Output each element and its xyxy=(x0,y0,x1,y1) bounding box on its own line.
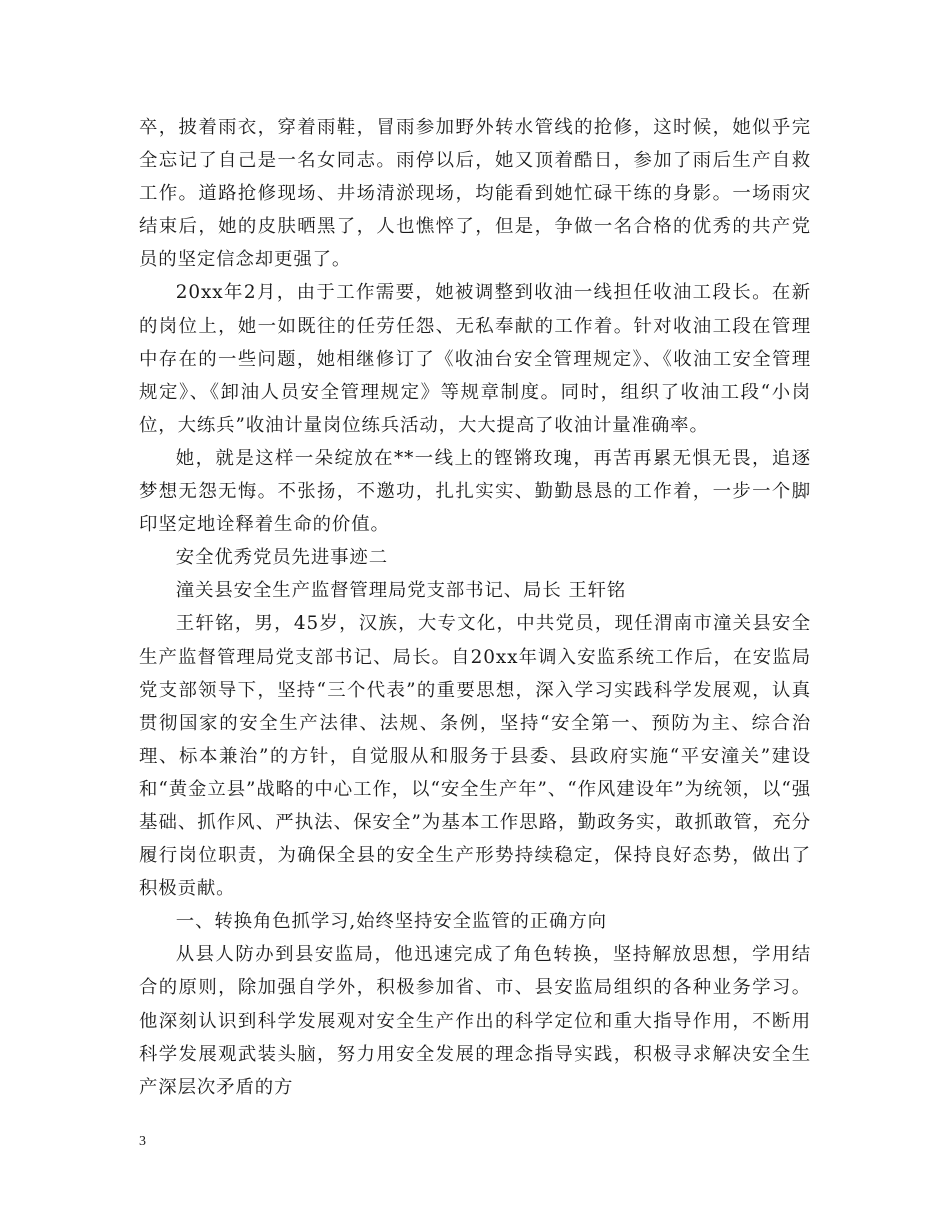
section-heading: 安全优秀党员先进事迹二 xyxy=(175,547,388,569)
paragraph-1: 卒，披着雨衣，穿着雨鞋，冒雨参加野外转水管线的抢修，这时候，她似乎完全忘记了自己是一名女同志。雨停以后，她又顶着酷日，参加了雨后生产自救工作。道路抢修现场、井场清淤现场，均能看到她忙碌干练的身影。一场雨灾结束后，她的皮肤晒黑了，人也憔悴了，但是，争做一名合格的优秀的共产党员的坚定信念却更强了。 xyxy=(139,117,811,271)
paragraph-2: 20xx年2月，由于工作需要，她被调整到收油一线担任收油工段长。在新的岗位上，她一如既往的任劳任怨、无私奉献的工作着。针对收油工段在管理中存在的一些问题，她相继修订了《收油台安全管理规定》、《收油工安全管理规定》、《卸油人员安全管理规定》等规章制度。同时，组织了收油工段“小岗位，大练兵”收油计量岗位练兵活动，大大提高了收油计量准确率。 xyxy=(139,282,811,436)
subject-byline: 潼关县安全生产监督管理局党支部书记、局长 王轩铭 xyxy=(175,580,627,602)
paragraph-8: 从县人防办到县安监局，他迅速完成了角色转换，坚持解放思想，学用结合的原则，除加强自学外，积极参加省、市、县安监局组织的各种业务学习。他深刻认识到科学发展观对安全生产作出的科学定位和重大指导作用，不断用科学发展观武装头脑，努力用安全发展的理念指导实践，积极寻求解决安全生产深层次矛盾的方 xyxy=(139,944,811,1098)
body-text xyxy=(139,111,811,1104)
page-number: 3 xyxy=(139,1134,146,1149)
subsection-heading: 一、转换角色抓学习,始终坚持安全监管的正确方向 xyxy=(175,911,607,933)
paragraph-3: 她，就是这样一朵绽放在**一线上的铿锵玫瑰，再苦再累无惧无畏，追逐梦想无怨无悔。不张扬，不邀功，扎扎实实、勤勤恳恳的工作着，一步一个脚印坚定地诠释着生命的价值。 xyxy=(139,447,811,536)
paragraph-6: 王轩铭，男，45岁，汉族，大专文化，中共党员，现任渭南市潼关县安全生产监督管理局党支部书记、局长。自20xx年调入安监系统工作后，在安监局党支部领导下，坚持“三个代表”的重要思想，深入学习实践科学发展观，认真贯彻国家的安全生产法律、法规、条例，坚持“安全第一、预防为主、综合治理、标本兼治”的方针，自觉服从和服务于县委、县政府实施“平安潼关”建设和“黄金立县”战略的中心工作，以“安全生产年”、“作风建设年”为统领，以“强基础、抓作风、严执法、保安全”为基本工作思路，勤政务实，敢抓敢管，充分履行岗位职责，为确保全县的安全生产形势持续稳定，保持良好态势，做出了积极贡献。 xyxy=(139,613,811,900)
